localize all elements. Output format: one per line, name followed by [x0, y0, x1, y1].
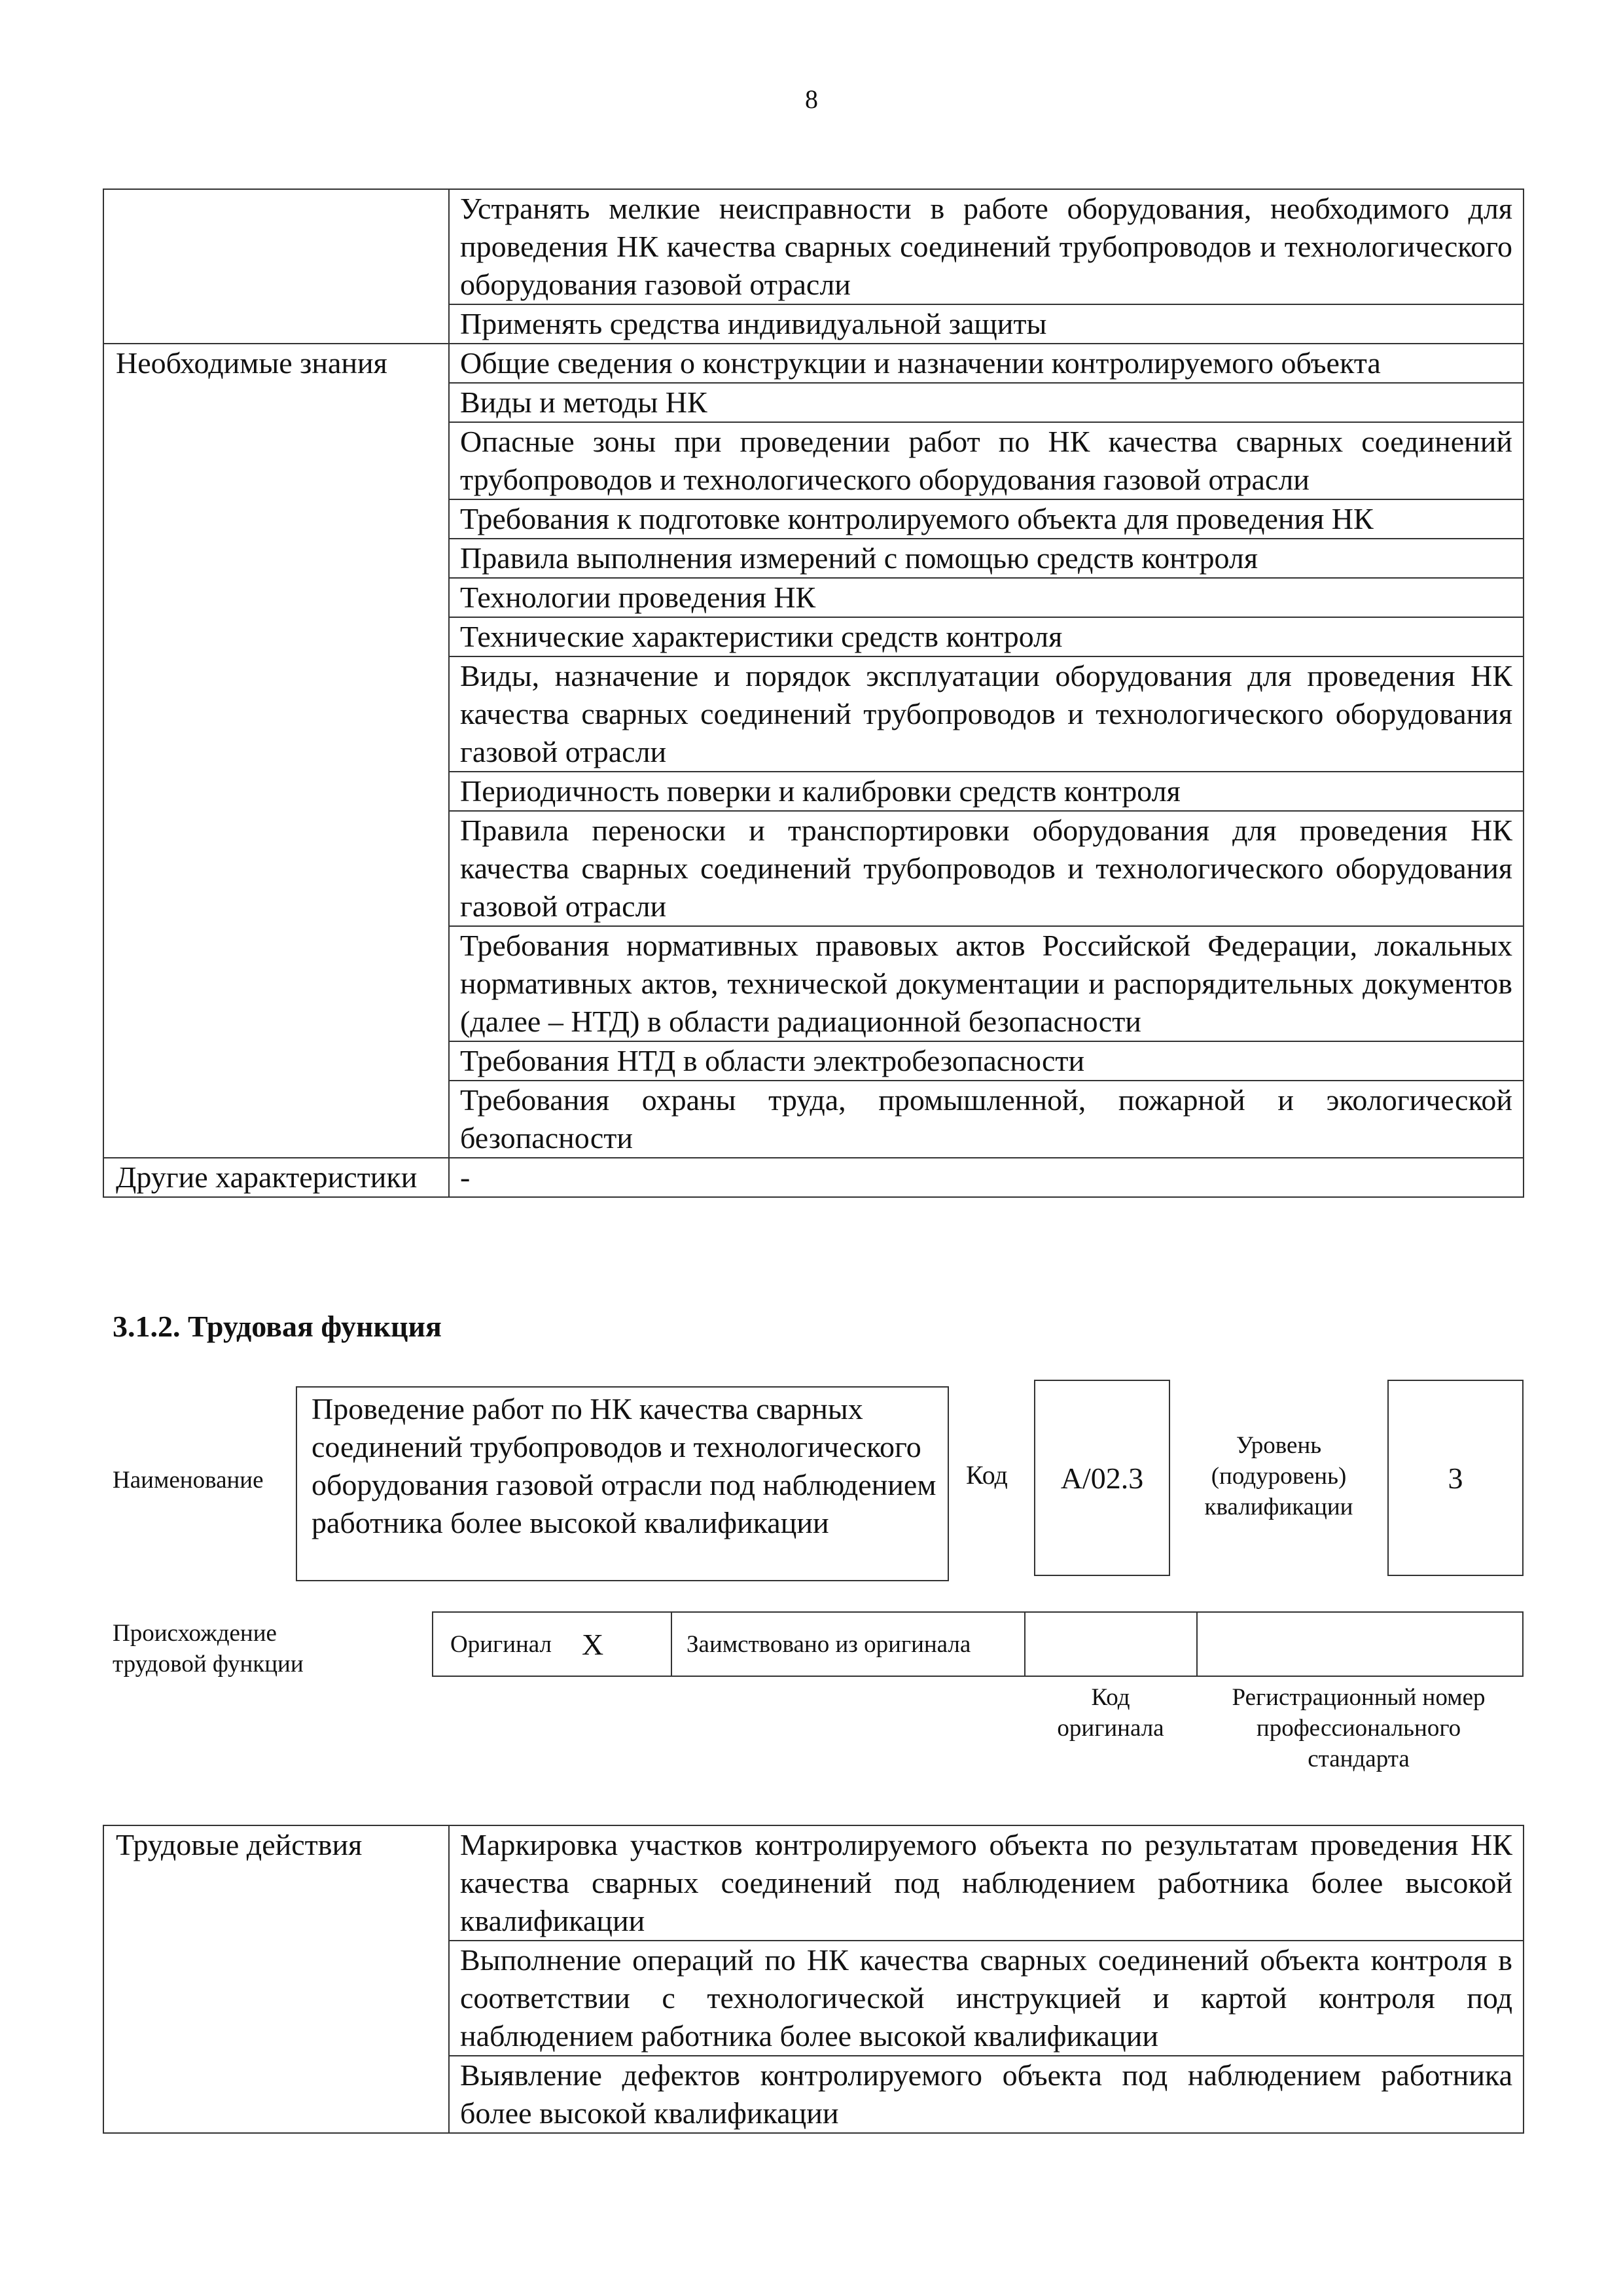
level-label: Уровень (подуровень) квалификации	[1204, 1432, 1353, 1520]
knowledge-item: Периодичность поверки и калибровки средств контроля	[449, 772, 1524, 811]
borrowed-label: Заимствовано из оригинала	[687, 1630, 971, 1658]
knowledge-item: Требования НТД в области электробезопасности	[449, 1041, 1524, 1081]
knowledge-item: Технические характеристики средств контроля	[449, 617, 1524, 656]
knowledge-item: Требования к подготовке контролируемого объекта для проведения НК	[449, 499, 1524, 539]
knowledge-item: Виды, назначение и порядок эксплуатации оборудования для проведения НК качества сварных соединений трубопроводов и технологического оборудования газовой отрасли	[449, 656, 1524, 772]
knowledge-item: Общие сведения о конструкции и назначении контролируемого объекта	[449, 344, 1524, 383]
reg-number-label	[1195, 1682, 1522, 1774]
knowledge-item: Виды и методы НК	[449, 383, 1524, 422]
skill-item: Применять средства индивидуальной защиты	[449, 304, 1524, 344]
origin-code-cell	[1026, 1613, 1198, 1676]
actions-label: Трудовые действия	[103, 1825, 449, 2133]
table-row	[103, 189, 1524, 304]
other-value: -	[449, 1158, 1524, 1197]
qualification-level: 3	[1387, 1380, 1524, 1576]
origin-table	[432, 1611, 1524, 1677]
skills-label-cell	[103, 189, 449, 344]
action-item: Выполнение операций по НК качества сварных соединений объекта контроля в соответствии с технологической инструкцией и картой контроля под наблюдением работника более высокой квалификации	[449, 1941, 1524, 2056]
code-original-label	[1022, 1682, 1199, 1744]
table-row	[103, 1825, 1524, 1941]
knowledge-item: Правила переноски и транспортировки оборудования для проведения НК качества сварных соединений трубопроводов и технологического оборудования газовой отрасли	[449, 811, 1524, 926]
origin-original-cell	[433, 1613, 672, 1676]
page-number: 8	[805, 84, 818, 114]
name-label: Наименование	[113, 1467, 264, 1494]
other-label: Другие характеристики	[103, 1158, 449, 1197]
action-item: Выявление дефектов контролируемого объекта под наблюдением работника более высокой квалификации	[449, 2056, 1524, 2133]
section-heading: 3.1.2. Трудовая функция	[113, 1310, 442, 1343]
reg-number-text: Регистрационный номер профессионального стандарта	[1232, 1684, 1486, 1772]
code-original-text: Код оригинала	[1057, 1684, 1164, 1742]
knowledge-item: Требования охраны труда, промышленной, пожарной и экологической безопасности	[449, 1081, 1524, 1158]
origin-label-text: Происхождение трудовой функции	[113, 1620, 304, 1677]
table-row	[103, 344, 1524, 383]
table-row	[103, 1158, 1524, 1197]
knowledge-item: Требования нормативных правовых актов Российской Федерации, локальных нормативных актов, технической документации и распорядительных документов (далее – НТД) в области радиационной безопасности	[449, 926, 1524, 1041]
original-label: Оригинал	[450, 1630, 552, 1658]
knowledge-table	[103, 188, 1524, 1198]
origin-regnum-cell	[1198, 1613, 1522, 1676]
original-mark: X	[582, 1627, 604, 1661]
actions-table	[103, 1825, 1524, 2134]
origin-borrowed-cell	[672, 1613, 1026, 1676]
knowledge-item: Технологии проведения НК	[449, 578, 1524, 617]
knowledge-label: Необходимые знания	[103, 344, 449, 1158]
code-label: Код	[966, 1460, 1008, 1490]
knowledge-item: Опасные зоны при проведении работ по НК качества сварных соединений трубопроводов и технологического оборудования газовой отрасли	[449, 422, 1524, 499]
origin-label	[113, 1618, 335, 1679]
action-item: Маркировка участков контролируемого объекта по результатам проведения НК качества сварных соединений под наблюдением работника более высокой квалификации	[449, 1825, 1524, 1941]
skill-item: Устранять мелкие неисправности в работе оборудования, необходимого для проведения НК качества сварных соединений трубопроводов и технологического оборудования газовой отрасли	[449, 189, 1524, 304]
function-name: Проведение работ по НК качества сварных соединений трубопроводов и технологического оборудования газовой отрасли под наблюдением работника более высокой квалификации	[296, 1386, 949, 1581]
knowledge-item: Правила выполнения измерений с помощью средств контроля	[449, 539, 1524, 578]
function-code: А/02.3	[1034, 1380, 1170, 1576]
